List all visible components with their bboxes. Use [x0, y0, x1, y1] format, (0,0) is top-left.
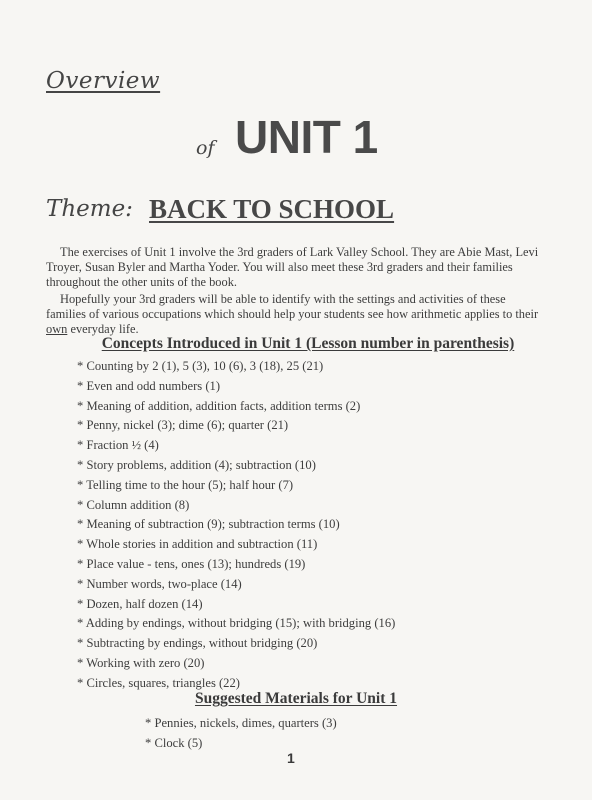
list-item: * Telling time to the hour (5); half hour (7)	[77, 477, 294, 492]
intro-paragraph-2-end: everyday life.	[67, 322, 139, 336]
theme-label: Theme:	[46, 196, 133, 222]
list-item: * Clock (5)	[145, 736, 203, 750]
intro-paragraph-2-start: Hopefully your 3rd graders will be able to identify with the settings and activities of these families of various occupations which should help your students see how arithmetic applies to their	[46, 292, 539, 321]
intro-paragraph-2	[46, 292, 546, 337]
materials-list	[145, 713, 337, 753]
list-item: * Place value - tens, ones (13); hundreds (19)	[77, 556, 306, 571]
list-item: * Meaning of subtraction (9); subtraction terms (10)	[77, 517, 340, 532]
list-item: * Circles, squares, triangles (22)	[77, 675, 240, 690]
overview-heading: Overview	[46, 68, 161, 94]
page-number: 1	[287, 750, 295, 766]
list-item: * Dozen, half dozen (14)	[77, 596, 203, 611]
materials-heading: Suggested Materials for Unit 1	[194, 690, 398, 707]
intro-paragraph-2-emphasis: own	[46, 322, 68, 336]
list-item: * Fraction ½ (4)	[77, 438, 159, 453]
list-item: * Story problems, addition (4); subtraction (10)	[77, 457, 316, 472]
concepts-heading: Concepts Introduced in Unit 1 (Lesson number in parenthesis)	[101, 335, 515, 352]
unit-title: UNIT 1	[235, 111, 378, 163]
list-item: * Counting by 2 (1), 5 (3), 10 (6), 3 (18), 25 (21)	[77, 359, 324, 373]
list-item: * Meaning of addition, addition facts, addition terms (2)	[77, 398, 361, 413]
list-item: * Penny, nickel (3); dime (6); quarter (21)	[77, 418, 289, 433]
intro-paragraph-1: The exercises of Unit 1 involve the 3rd graders of Lark Valley School. They are Abie Mast, Levi Troyer, Susan Byler and Martha Yoder. You will also meet these 3rd graders and their families throughout the other units of the book.	[46, 245, 539, 289]
of-word: of	[196, 137, 215, 159]
theme-value: BACK TO SCHOOL	[149, 194, 395, 224]
list-item: * Subtracting by endings, without bridging (20)	[77, 636, 318, 651]
list-item: * Number words, two-place (14)	[77, 576, 242, 591]
list-item: * Pennies, nickels, dimes, quarters (3)	[145, 716, 337, 730]
list-item: * Working with zero (20)	[77, 655, 205, 670]
list-item: * Whole stories in addition and subtraction (11)	[77, 537, 318, 552]
list-item: * Adding by endings, without bridging (15); with bridging (16)	[77, 616, 396, 631]
list-item: * Column addition (8)	[77, 497, 190, 512]
list-item: * Even and odd numbers (1)	[77, 378, 221, 393]
concepts-list	[77, 357, 395, 694]
